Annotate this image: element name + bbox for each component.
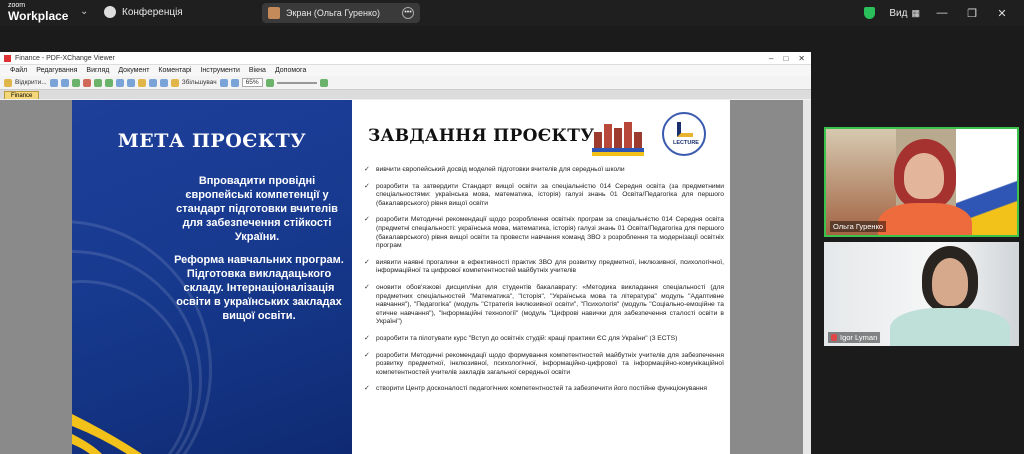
conference-label: Конференція xyxy=(122,6,183,18)
forward-icon[interactable] xyxy=(105,79,113,87)
zoom-out-icon[interactable] xyxy=(266,79,274,87)
email-icon[interactable] xyxy=(72,79,80,87)
participant-name: Igor Lyman xyxy=(840,333,878,342)
lecture-logo xyxy=(662,112,706,156)
pdf-menu-bar xyxy=(0,65,811,76)
menu-help[interactable]: Допомога xyxy=(274,67,307,74)
list-item xyxy=(364,166,724,175)
task-text: розробити Методичні рекомендації щодо формування компетентностей майбутніх учителів для забезпечення розвитку предметної, інклюзивної, психологічної, інформаційно-цифрової та інформаційно-комунікаційної компетентностей учителів закладів загальної середньої освіти xyxy=(376,351,724,376)
pdf-document-area[interactable] xyxy=(0,100,811,454)
slide-left-panel xyxy=(72,100,352,454)
screen-share-indicator[interactable] xyxy=(262,3,420,23)
shield-icon[interactable] xyxy=(864,7,875,19)
video-tile-participant[interactable] xyxy=(824,242,1019,346)
lecture-logo-text: LECTURE xyxy=(673,140,699,146)
sharer-avatar xyxy=(268,7,280,19)
fit-width-icon[interactable] xyxy=(231,79,239,87)
scan-icon[interactable] xyxy=(83,79,91,87)
zoom-logo xyxy=(8,2,68,23)
pdf-tab-bar xyxy=(0,90,811,99)
task-text: створити Центр досконалості педагогічних компетентностей та забезпечити його постійне функціонування xyxy=(376,385,708,393)
zoom-tool-icon[interactable] xyxy=(171,79,179,87)
print-icon[interactable] xyxy=(61,79,69,87)
pdf-close-icon[interactable]: ✕ xyxy=(798,53,805,63)
pdf-app-icon xyxy=(4,55,11,62)
chevron-down-icon[interactable]: ⌄ xyxy=(80,6,89,17)
slide-goal-title: МЕТА ПРОЄКТУ xyxy=(117,130,307,152)
checkmark-icon: ✓ xyxy=(364,258,370,266)
hand-tool-icon[interactable] xyxy=(138,79,146,87)
checkmark-icon: ✓ xyxy=(364,334,370,342)
task-text: розробити та затвердити Стандарт вищої освіти за спеціальністю 014 Середня освіта (за предметними спеціальностями: українська мова, математика, історія) галузі знань 01 Освіта/Педагогіка для першого (бакалаврського) рівня вищої освіти xyxy=(376,182,724,207)
undo-icon[interactable] xyxy=(116,79,124,87)
zoom-right-controls xyxy=(864,0,1024,26)
list-item xyxy=(364,259,724,276)
task-text: розробити та пілотувати курс "Вступ до освітніх студій: кращі практики ЄС для України" (3 ECTS) xyxy=(376,334,678,342)
participant-body xyxy=(878,203,972,237)
zoom-top-bar xyxy=(0,0,1024,26)
slide-goal-text-2: Реформа навчальних програм. Підготовка викладацького складу. Інтернаціоналізація освіти в українських закладах вищої освіти. xyxy=(174,254,344,322)
pdf-title-bar xyxy=(0,52,811,65)
task-text: розробити Методичні рекомендації щодо розроблення освітніх програм за спеціальністю 014 Середня освіта (предметні спеціальності: українська мова, математика, історія) галузі знань 01 Освіта/Педагогіка для першого (бакалаврського) рівня вищої освіти та провести навчання команд ЗВО з розроблення та модернізації освітніх програм xyxy=(376,216,724,250)
task-text: виявити наявні прогалини в ефективності практик ЗВО для розвитку предметної, інклюзивної, психологічної, інформаційної та цифрової компетентностей майбутніх учителів xyxy=(376,258,724,275)
slide-goal-text-1: Впровадити провідні європейські компетенції у стандарт підготовки вчителів для забезпечення стійкості України. xyxy=(176,175,338,243)
participant-name-tag xyxy=(828,332,880,343)
snapshot-icon[interactable] xyxy=(160,79,168,87)
conference-menu[interactable] xyxy=(104,6,183,18)
menu-view[interactable]: Вигляд xyxy=(86,67,110,74)
university-logo xyxy=(588,118,646,158)
participant-name: Ольга Гуренко xyxy=(833,222,884,231)
menu-tools[interactable]: Інструменти xyxy=(200,67,240,74)
zoom-logo-big: Workplace xyxy=(8,9,69,23)
task-text: вивчити європейський досвід моделей підготовки вчителів для середньої школи xyxy=(376,166,625,173)
slide-right-panel xyxy=(352,100,730,454)
grid-icon: ▦ xyxy=(911,7,920,18)
task-text: оновити обов'язкові дисципліни для студентів бакалаврату: «Методика викладання спеціальності (для предметних спеціальностей "Математика", "Історія", "Українська мова та література" модуль "Адаптивне навчання"), "Педагогіка" (модуль "Стратегія інклюзивної освіти", "Психологія" (модуль "Соціально-емоційне та етичне навчання"), "Інформаційні технології" (модуль "Цифрові навички для забезпечення сталості освіти в Україні") xyxy=(376,283,724,326)
view-button[interactable] xyxy=(889,8,920,19)
participant-body xyxy=(890,308,1010,346)
menu-edit[interactable]: Редагування xyxy=(36,67,78,74)
task-list xyxy=(364,166,724,402)
list-item xyxy=(364,335,724,344)
checkmark-icon: ✓ xyxy=(364,283,370,291)
menu-comments[interactable]: Коментарі xyxy=(158,67,192,74)
slide-page xyxy=(72,100,730,454)
participant-name-tag xyxy=(830,221,886,232)
zoom-logo-small: zoom xyxy=(8,2,26,9)
list-item xyxy=(364,352,724,378)
open-button[interactable]: Відкрити... xyxy=(15,79,47,86)
zoom-in-button[interactable]: Збільшувач xyxy=(181,79,217,86)
checkmark-icon: ✓ xyxy=(364,216,370,224)
more-options-icon[interactable]: ••• xyxy=(402,7,414,19)
pdf-maximize-icon[interactable]: □ xyxy=(783,53,789,63)
save-icon[interactable] xyxy=(50,79,58,87)
checkmark-icon: ✓ xyxy=(364,166,370,173)
vertical-scrollbar[interactable] xyxy=(803,100,811,454)
yellow-stripes-decor xyxy=(72,394,192,454)
menu-file[interactable]: Файл xyxy=(10,67,28,74)
checkmark-icon: ✓ xyxy=(364,182,370,190)
menu-windows[interactable]: Вікна xyxy=(248,67,266,74)
menu-document[interactable]: Документ xyxy=(118,67,150,74)
zoom-plus-icon[interactable] xyxy=(320,79,328,87)
checkmark-icon: ✓ xyxy=(364,385,370,393)
view-label: Вид xyxy=(889,7,908,19)
redo-icon[interactable] xyxy=(127,79,135,87)
video-tile-speaker[interactable] xyxy=(824,127,1019,237)
open-icon[interactable] xyxy=(4,79,12,87)
back-icon[interactable] xyxy=(94,79,102,87)
pdf-minimize-icon[interactable]: – xyxy=(769,53,774,63)
pdf-viewer-window xyxy=(0,52,811,454)
list-item xyxy=(364,183,724,209)
pdf-window-title: Finance - PDF-XChange Viewer xyxy=(15,54,115,62)
document-tab[interactable]: Finance xyxy=(4,91,39,99)
list-item xyxy=(364,216,724,250)
participant-face xyxy=(904,153,944,199)
participant-face xyxy=(932,258,968,306)
restore-icon[interactable]: ❐ xyxy=(967,7,977,20)
share-label: Экран (Ольга Гуренко) xyxy=(286,8,381,18)
list-item xyxy=(364,284,724,327)
zoom-slider[interactable] xyxy=(277,82,317,84)
select-text-icon[interactable] xyxy=(149,79,157,87)
mic-muted-icon xyxy=(831,334,837,341)
pdf-toolbar xyxy=(0,76,811,90)
paw-icon xyxy=(104,6,116,18)
slide-tasks-title: ЗАВДАННЯ ПРОЄКТУ xyxy=(368,126,595,146)
fit-page-icon[interactable] xyxy=(220,79,228,87)
checkmark-icon: ✓ xyxy=(364,351,370,359)
lecture-logo-mark xyxy=(677,122,693,137)
close-icon[interactable]: ✕ xyxy=(997,7,1007,20)
zoom-level-input[interactable]: 65% xyxy=(242,78,263,87)
minimize-icon[interactable]: — xyxy=(936,7,948,19)
list-item xyxy=(364,385,724,394)
